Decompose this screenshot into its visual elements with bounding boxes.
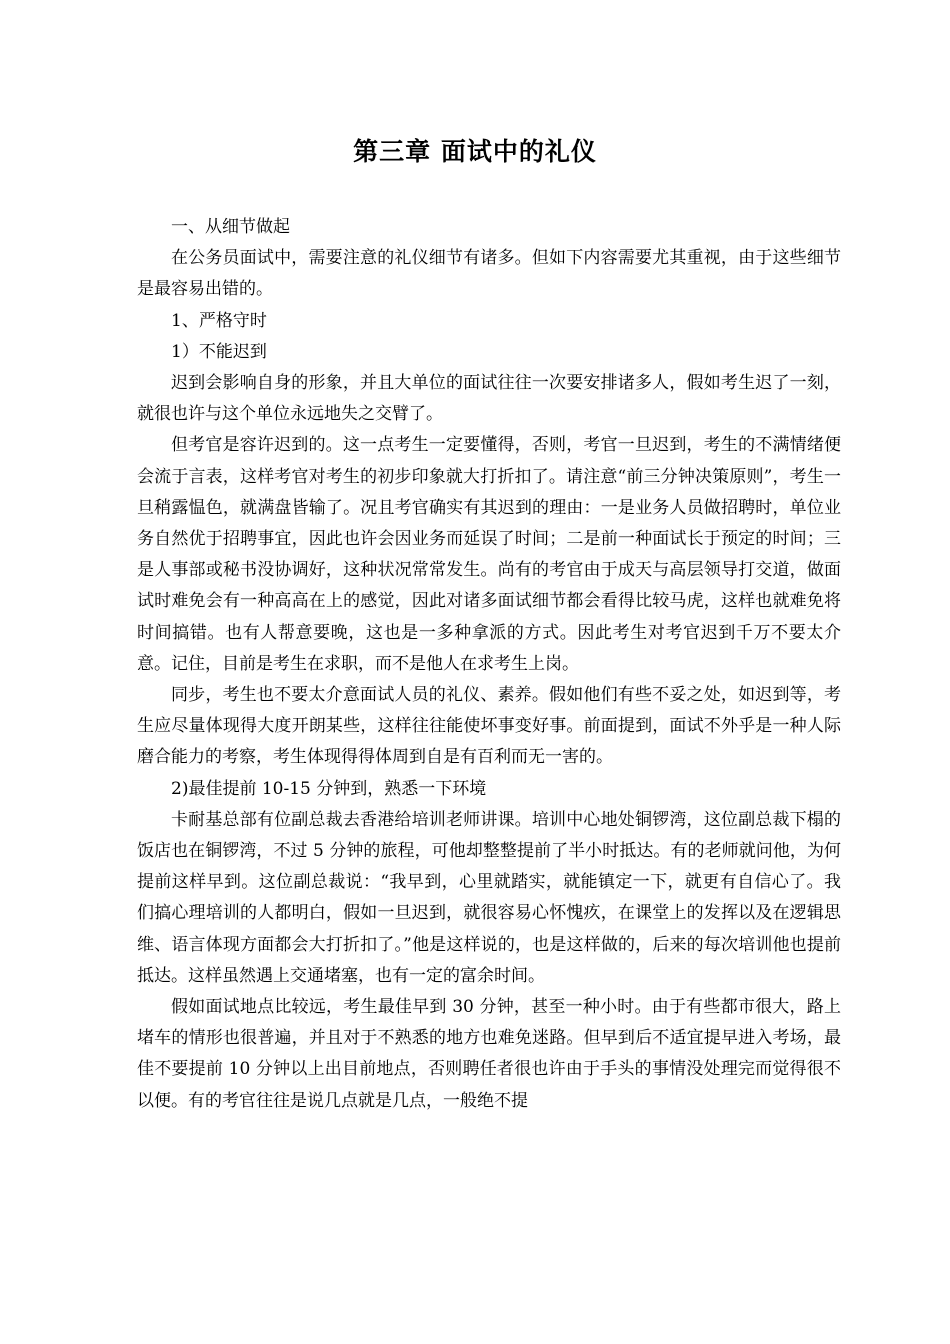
paragraph: 但考官是容许迟到的。这一点考生一定要懂得，否则，考官一旦迟到，考生的不满情绪便会流于言表，这样考官对考生的初步印象就大打折扣了。请注意“前三分钟决策原则”，考生一旦稍露愠色，就满盘皆输了。况且考官确实有其迟到的理由：一是业务人员做招聘时，单位业务自然优于招聘事宜，因此也许会因业务而延误了时间；二是前一种面试长于预定的时间；三是人事部或秘书没协调好，这种状况常常发生。尚有的考官由于成天与高层领导打交道，做面试时难免会有一种高高在上的感觉，因此对诸多面试细节都会看得比较马虎，这样也就难免将时间搞错。也有人帮意要晚，这也是一多种拿派的方式。因此考生对考官迟到千万不要太介意。记住，目前是考生在求职，而不是他人在求考生上岗。 xyxy=(137,435,841,674)
paragraph: 假如面试地点比较远，考生最佳早到 30 分钟，甚至一种小时。由于有些都市很大，路上堵车的情形也很普遍，并且对于不熟悉的地方也难免迷路。但早到后不适宜提早进入考场，最佳不要提前 10 分钟以上出目前地点，否则聘任者很也许由于手头的事情没处理完而觉得很不以便。有的考官往往是说几点就是几点，一般绝不提 xyxy=(137,997,841,1111)
subsection-heading: 2)最佳提前 10-15 分钟到，熟悉一下环境 xyxy=(171,778,487,799)
subsection-heading: 1）不能迟到 xyxy=(171,341,267,362)
subsection-heading: 1、严格守时 xyxy=(171,310,267,331)
section-heading: 一、从细节做起 xyxy=(171,217,290,237)
paragraph: 在公务员面试中，需要注意的礼仪细节有诸多。但如下内容需要尤其重视，由于这些细节是最容易出错的。 xyxy=(137,248,841,300)
paragraph: 迟到会影响自身的形象，并且大单位的面试往往一次要安排诸多人，假如考生迟了一刻，就很也许与这个单位永远地失之交臂了。 xyxy=(137,373,841,425)
chapter-title: 第三章 面试中的礼仪 xyxy=(353,137,597,166)
paragraph: 同步，考生也不要太介意面试人员的礼仪、素养。假如他们有些不妥之处，如迟到等，考生应尽量体现得大度开朗某些，这样往往能使坏事变好事。前面提到，面试不外乎是一种人际磨合能力的考察，考生体现得得体周到自是有百利而无一害的。 xyxy=(137,685,841,768)
paragraph: 卡耐基总部有位副总裁去香港给培训老师讲课。培训中心地处铜锣湾，这位副总裁下榻的饭店也在铜锣湾，不过 5 分钟的旅程，可他却整整提前了半小时抵达。有的老师就问他，为何提前这样早到。这位副总裁说：“我早到，心里就踏实，就能镇定一下，就更有自信心了。我们搞心理培训的人都明白，假如一旦迟到，就很容易心怀愧疚，在课堂上的发挥以及在逻辑思维、语言体现方面都会大打折扣了。”他是这样说的，也是这样做的，后来的每次培训他也提前抵达。这样虽然遇上交通堵塞，也有一定的富余时间。 xyxy=(137,809,841,986)
document-body xyxy=(137,212,841,1117)
